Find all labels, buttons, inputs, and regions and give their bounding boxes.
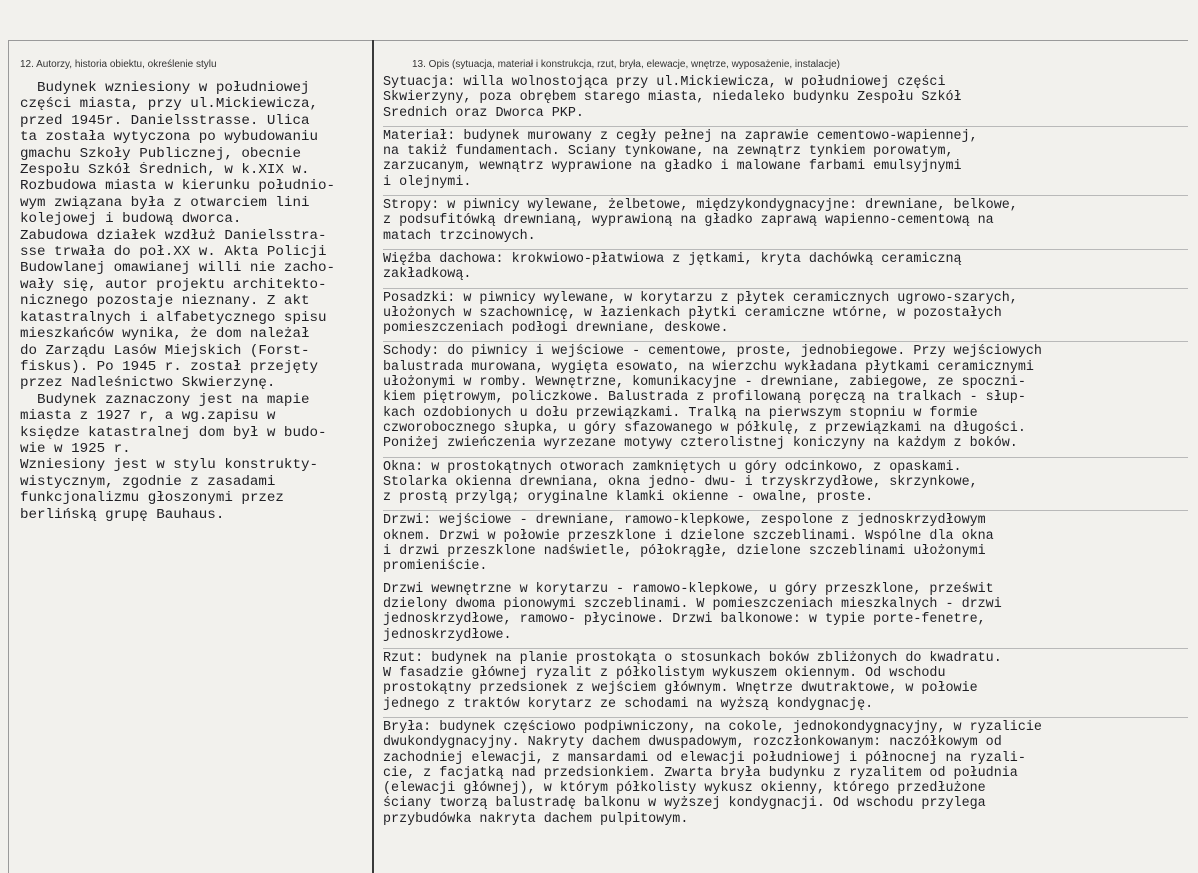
history-text-line: gmachu Szkoły Publicznej, obecnie (20, 145, 301, 162)
description-text-line: Bryła: budynek częściowo podpiwniczony, na cokole, jednokondygnacyjny, w ryzalicie (383, 719, 1042, 735)
top-rule (8, 40, 1188, 41)
history-text-line: przed 1945r. Danielsstrasse. Ulica (20, 112, 310, 129)
description-text-line: matach trzcinowych. (383, 228, 536, 244)
description-text-line: Posadzki: w piwnicy wylewane, w korytarzu z płytek ceramicznych ugrowo-szarych, (383, 290, 1018, 306)
history-text-line: Zespołu Szkół Średnich, w k.XIX w. (20, 162, 310, 179)
history-text-line: ta została wytyczona po wybudowaniu (20, 129, 318, 146)
left-rule (8, 40, 9, 873)
description-paragraph (383, 249, 1188, 286)
history-text-line: miasta z 1927 r, a wg.zapisu w (20, 408, 276, 425)
description-text-line: Drzwi: wejściowe - drewniane, ramowo-klepkowe, zespolone z jednoskrzydłowym (383, 513, 986, 529)
history-text-column (20, 80, 365, 523)
section-12-heading: 12. Autorzy, historia obiektu, określenie stylu (20, 59, 217, 70)
history-text-line: katastralnych i alfabetycznego spisu (20, 309, 327, 326)
description-text-line: ściany tworzą balustradę balkonu w wyższej kondygnacji. Od wschodu przylega (383, 796, 986, 812)
description-text-line: na takiż fundamentach. Ściany tynkowane, na zewnątrz tynkiem porowatym, (383, 144, 954, 160)
history-text-line: funkcjonalizmu głoszonymi przez (20, 490, 284, 507)
description-paragraph (383, 341, 1188, 454)
description-text-line: Skwierzyny, poza obrębem starego miasta, niedaleko budynku Zespołu Szkół (383, 90, 962, 106)
description-text-line: i olejnymi. (383, 174, 472, 190)
description-text-line: Średnich oraz Dworca PKP. (383, 105, 584, 121)
description-text-line: (elewacji głównej), w którym półkolisty wykusz okienny, którego przedłużone (383, 781, 986, 797)
description-paragraph (383, 73, 1188, 124)
description-text-line: z podsufitówką drewnianą, wyprawioną na gładko zaprawą wapienno-cementową na (383, 213, 994, 229)
history-text-line: nicznego pozostaje nieznany. Z akt (20, 293, 310, 310)
description-text-line: Stropy: w piwnicy wylewane, żelbetowe, międzykondygnacyjne: drewniane, belkowe, (383, 198, 1018, 214)
description-text-line: zarzucanym, wewnątrz wyprawione na gładko i malowane farbami emulsyjnymi (383, 159, 962, 175)
section-13-heading: 13. Opis (sytuacja, materiał i konstrukcja, rzut, bryła, elewacje, wnętrze, wyposażenie, instalacje) (412, 59, 840, 70)
history-text-line: mieszkańców wynika, że dom należał (20, 326, 310, 343)
description-text-line: pomieszczeniach podłogi drewniane, deskowe. (383, 321, 729, 337)
history-text-line: Rozbudowa miasta w kierunku południo- (20, 178, 336, 195)
description-text-line: dwukondygnacyjny. Nakryty dachem dwuspadowym, rozczłonkowanym: naczółkowym od (383, 735, 1002, 751)
history-text-line: części miasta, przy ul.Mickiewicza, (20, 96, 318, 113)
description-text-line: dzielony dwoma pionowymi szczeblinami. W pomieszczeniach mieszkalnych - drzwi (383, 596, 1002, 612)
description-text-line: i drzwi przeszklone nadświetle, półokrągłe, dzielone szczeblinami ułożonymi (383, 544, 986, 560)
description-text-line: oknem. Drzwi w połowie przeszklone i dzielone szczeblinami. Wspólne dla okna (383, 528, 994, 544)
description-text-line: przybudówka nakryta dachem pulpitowym. (383, 811, 689, 827)
history-text-line: księdze katastralnej dom był w budo- (20, 424, 327, 441)
description-text-line: Drzwi wewnętrzne w korytarzu - ramowo-klepkowe, u góry przeszklone, prześwit (383, 581, 994, 597)
history-text-line: kolejowej i budową dworca. (20, 211, 242, 228)
history-text-line: Budynek wzniesiony w południowej (20, 80, 310, 96)
history-text-line: wie w 1925 r. (20, 440, 131, 457)
description-text-line: Schody: do piwnicy i wejściowe - cementowe, proste, jednobiegowe. Przy wejściowych (383, 344, 1042, 360)
description-text-line: Stolarka okienna drewniana, okna jedno- dwu- i trzyskrzydłowe, skrzynkowe, (383, 474, 978, 490)
description-text-line: jednoskrzydłowe, ramowo- płycinowe. Drzwi balkonowe: w typie porte-fenetre, (383, 612, 986, 628)
history-text-line: sse trwała do poł.XX w. Akta Policji (20, 244, 327, 261)
description-paragraph (383, 195, 1188, 247)
description-text-line: Poniżej zwieńczenia wyrzezane motywy czterolistnej koniczyny na każdym z boków. (383, 436, 1018, 452)
history-text-line: wały się, autor projektu architekto- (20, 276, 327, 293)
description-paragraph (383, 126, 1188, 193)
history-text-line: Wzniesiony jest w stylu konstrukty- (20, 457, 318, 474)
description-paragraph (383, 717, 1188, 830)
history-text-line: fiskus). Po 1945 r. został przejęty (20, 358, 318, 375)
description-text-line: kiem piętrowym, policzkowe. Balustrada z profilowaną poręczą na tralkach - słup- (383, 390, 1026, 406)
description-text-line: jednoskrzydłowe. (383, 627, 512, 643)
description-paragraph (383, 648, 1188, 715)
description-text-line: Więźba dachowa: krokwiowo-płatwiowa z jętkami, kryta dachówką ceramiczną (383, 251, 962, 267)
description-paragraph (383, 580, 1188, 646)
history-text-line: berlińską grupę Bauhaus. (20, 506, 225, 523)
description-text-line: Okna: w prostokątnych otworach zamkniętych u góry odcinkowo, z opaskami. (383, 459, 962, 475)
description-text-line: kach ozdobionych u dołu przewiązkami. Tralką na pierwszym stopniu w formie (383, 405, 978, 421)
history-text-line: wistycznym, zgodnie z zasadami (20, 473, 276, 490)
description-text-line: czworobocznego słupka, u góry sfazowanego w półkulę, z przewiązkami na długości. (383, 420, 1026, 436)
description-text-line: promieniście. (383, 559, 488, 575)
description-text-line: ułożonymi w romby. Wewnętrzne, komunikacyjne - drewniane, zabiegowe, ze spoczni- (383, 375, 1026, 391)
description-paragraph (383, 288, 1188, 340)
description-text-line: balustrada murowana, wygięta esowato, na wierzchu wykładana płytkami ceramicznymi (383, 359, 1034, 375)
description-text-line: cie, z facjatką nad przedsionkiem. Zwarta bryła budynku z ryzalitem od południa (383, 765, 1018, 781)
description-text-line: prostokątny przedsionek z wejściem głównym. Wnętrze dwutraktowe, w połowie (383, 681, 978, 697)
description-text-line: Rzut: budynek na planie prostokąta o stosunkach boków zbliżonych do kwadratu. (383, 650, 1002, 666)
description-text-column (383, 73, 1188, 832)
description-text-line: zachodniej elewacji, z mansardami od elewacji południowej i północnej na ryzali- (383, 750, 1026, 766)
description-text-line: jednego z traktów korytarz ze schodami na wyższą kondygnację. (383, 696, 874, 712)
history-text-line: przez Nadleśnictwo Skwierzynę. (20, 375, 276, 392)
description-paragraph (383, 510, 1188, 577)
history-text-line: wym związana była z otwarciem lini (20, 194, 310, 211)
description-text-line: ułożonych w szachownicę, w łazienkach płytki ceramiczne wtórne, w pozostałych (383, 305, 1002, 321)
history-text-line: Budynek zaznaczony jest na mapie (20, 391, 310, 408)
history-text-line: Zabudowa działek wzdłuż Danielsstra- (20, 227, 327, 244)
history-text-line: do Zarządu Lasów Miejskich (Forst- (20, 342, 310, 359)
history-text-line: Budowlanej omawianej willi nie zacho- (20, 260, 336, 277)
description-text-line: Sytuacja: willa wolnostojąca przy ul.Mickiewicza, w południowej części (383, 75, 946, 90)
description-text-line: Materiał: budynek murowany z cegły pełnej na zaprawie cementowo-wapiennej, (383, 128, 978, 144)
description-text-line: zakładkową. (383, 267, 472, 283)
description-paragraph (383, 457, 1188, 509)
column-divider (372, 40, 374, 873)
description-text-line: z prostą przylgą; oryginalne klamki okienne - owalne, proste. (383, 490, 874, 506)
description-text-line: W fasadzie głównej ryzalit z półkolistym wykuszem okiennym. Od wschodu (383, 666, 946, 682)
